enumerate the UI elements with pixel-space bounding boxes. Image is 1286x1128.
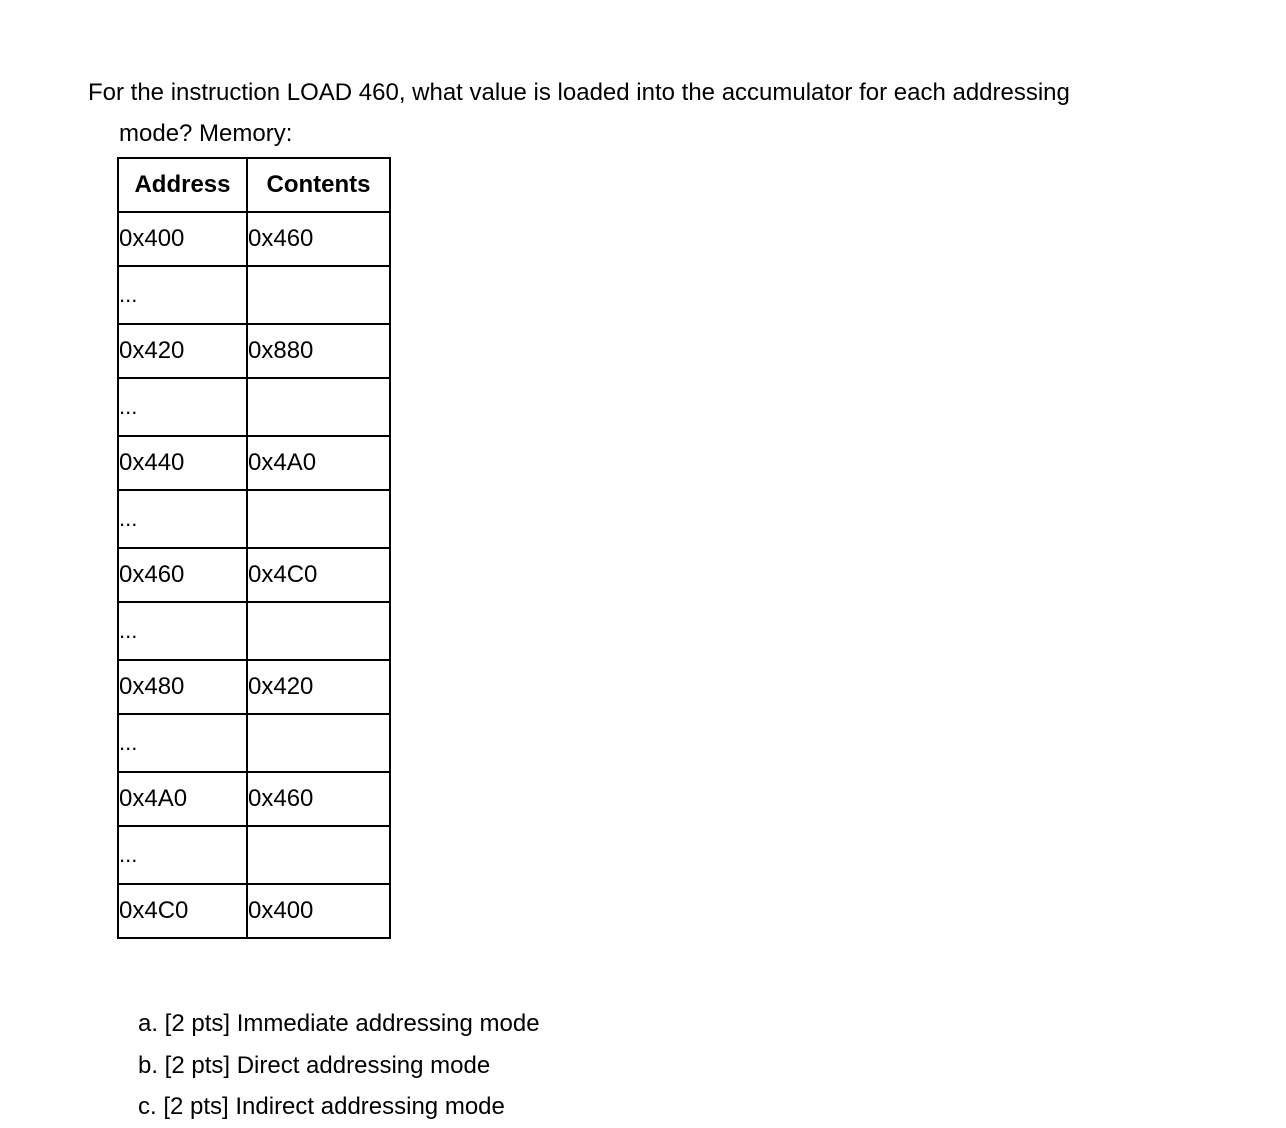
address-cell: 0x400 [118,212,247,266]
address-cell: 0x440 [118,436,247,490]
contents-cell [247,378,390,436]
memory-table-header-row [118,158,390,212]
contents-cell [247,826,390,884]
address-cell: 0x4A0 [118,772,247,826]
contents-cell: 0x400 [247,884,390,938]
address-cell: 0x460 [118,548,247,602]
contents-cell: 0x460 [247,212,390,266]
memory-table [117,157,391,939]
contents-cell [247,490,390,548]
address-cell: ... [118,714,247,772]
part-b: b. [2 pts] Direct addressing mode [138,1051,491,1079]
table-row [118,324,390,378]
contents-cell: 0x880 [247,324,390,378]
address-cell: ... [118,378,247,436]
table-row [118,490,390,548]
address-cell: ... [118,266,247,324]
question-text-line2: mode? Memory: [119,120,293,147]
contents-cell [247,714,390,772]
table-row [118,884,390,938]
header-contents: Contents [247,158,390,212]
table-row [118,266,390,324]
table-row [118,436,390,490]
question-text-line1: For the instruction LOAD 460, what value is loaded into the accumulator for each addressing [88,79,1070,106]
header-address: Address [118,158,247,212]
table-row [118,660,390,714]
part-a: a. [2 pts] Immediate addressing mode [138,1010,540,1037]
contents-cell [247,266,390,324]
address-cell: 0x480 [118,660,247,714]
contents-cell [247,602,390,660]
contents-cell: 0x4C0 [247,548,390,602]
contents-cell: 0x4A0 [247,436,390,490]
table-row [118,548,390,602]
table-row [118,714,390,772]
table-row [118,602,390,660]
contents-cell: 0x460 [247,772,390,826]
address-cell: 0x420 [118,324,247,378]
part-c: c. [2 pts] Indirect addressing mode [138,1093,505,1120]
address-cell: ... [118,826,247,884]
address-cell: 0x4C0 [118,884,247,938]
address-cell: ... [118,490,247,548]
contents-cell: 0x420 [247,660,390,714]
table-row [118,212,390,266]
table-row [118,772,390,826]
address-cell: ... [118,602,247,660]
table-row [118,826,390,884]
question-parts-list [138,1003,540,1128]
table-row [118,378,390,436]
